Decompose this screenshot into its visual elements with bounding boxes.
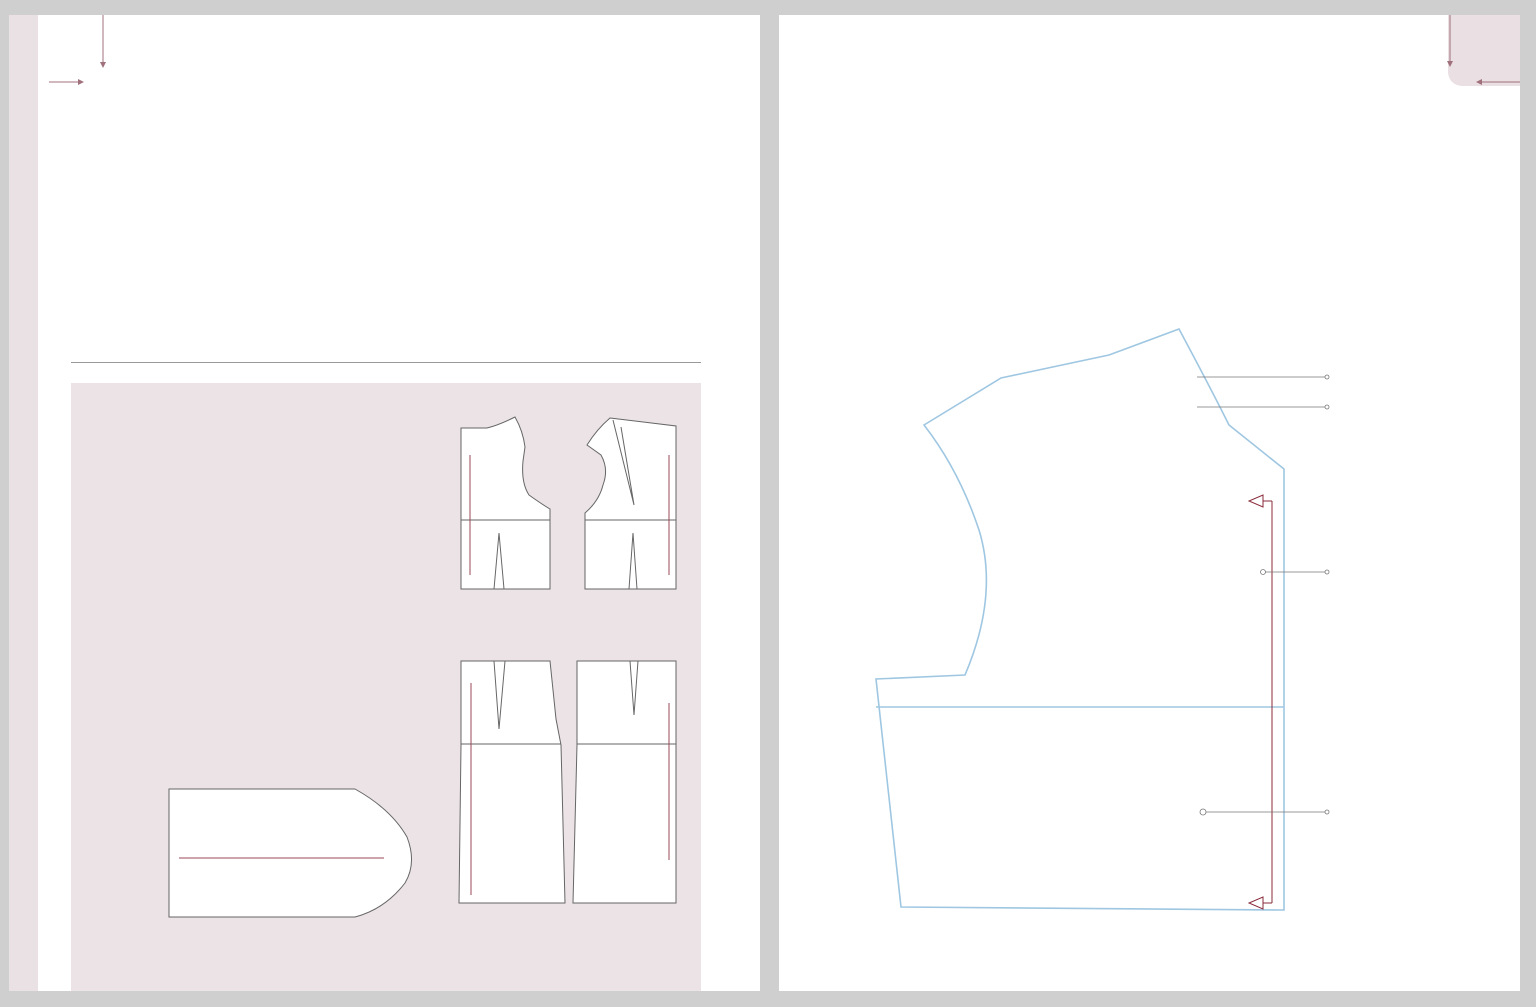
block-pattern-diagrams <box>9 15 760 991</box>
back-skirt-piece <box>459 661 565 903</box>
outer-cut-line <box>876 329 1284 910</box>
leader-lines <box>1197 377 1327 812</box>
leader-dots <box>1200 375 1329 815</box>
left-page <box>9 15 760 991</box>
front-skirt-piece <box>573 661 676 903</box>
graded-nest-diagram <box>779 15 1520 991</box>
fold-arrow <box>1249 495 1272 909</box>
right-page <box>779 15 1520 991</box>
sleeve-piece <box>169 789 412 917</box>
back-bodice-piece <box>461 417 550 589</box>
